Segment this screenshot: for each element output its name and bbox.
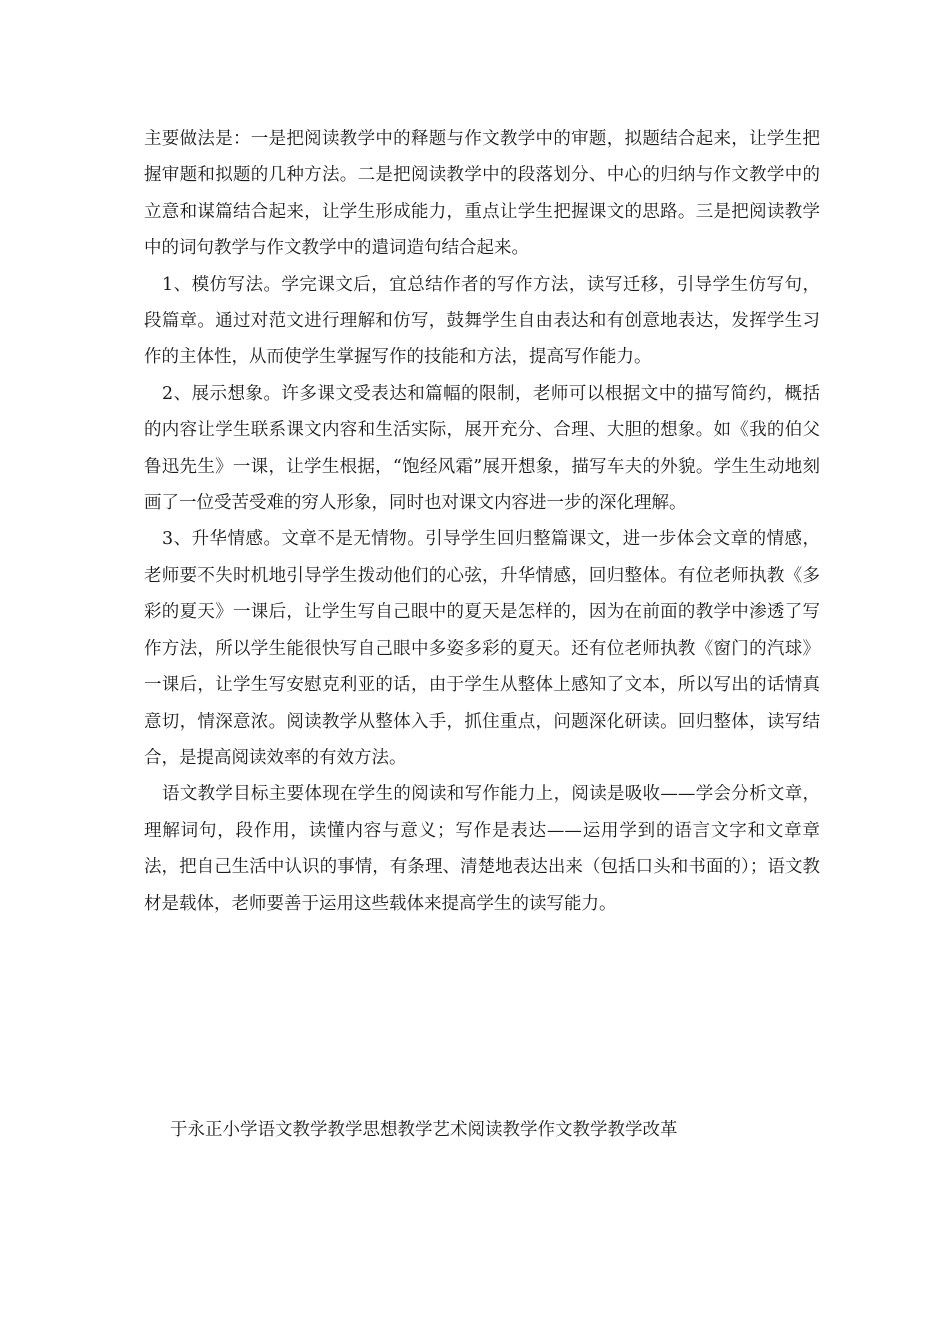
keywords-line: 于永正小学语文教学教学思想教学艺术阅读教学作文教学教学改革 (170, 1120, 678, 1140)
paragraph-methods: 主要做法是：一是把阅读教学中的释题与作文教学中的审题，拟题结合起来，让学生把握审题和拟题的几种方法。二是把阅读教学中的段落划分、中心的归纳与作文教学中的立意和谋篇结合起来，让学生形成能力，重点让学生把握课文的思路。三是把阅读教学中的词句教学与作文教学中的遣词造句结合起来。 (144, 129, 820, 259)
paragraph-goals: 语文教学目标主要体现在学生的阅读和写作能力上，阅读是吸收——学会分析文章，理解词句，段作用，读懂内容与意义；写作是表达——运用学到的语言文字和文章章法，把自己生活中认识的事情，有条理、清楚地表达出来（包括口头和书面的）；语文教材是载体，老师要善于运用这些载体来提高学生的读写能力。 (144, 784, 820, 914)
paragraph-imagination: 2、展示想象。许多课文受表达和篇幅的限制，老师可以根据文中的描写简约，概括的内容让学生联系课文内容和生活实际，展开充分、合理、大胆的想象。如《我的伯父鲁迅先生》一课，让学生根据，“饱经风霜”展开想象，描写车夫的外貌。学生生动地刻画了一位受苦受难的穷人形象，同时也对课文内容进一步的深化理解。 (144, 383, 820, 514)
paragraph-imitation: 1、模仿写法。学完课文后，宜总结作者的写作方法，读写迁移，引导学生仿写句，段篇章。通过对范文进行理解和仿写，鼓舞学生自由表达和有创意地表达，发挥学生习作的主体性，从而使学生掌握写作的技能和方法，提高写作能力。 (144, 274, 820, 368)
body-text (144, 121, 820, 922)
paragraph-emotion: 3、升华情感。文章不是无情物。引导学生回归整篇课文，进一步体会文章的情感，老师要不失时机地引导学生拨动他们的心弦，升华情感，回归整体。有位老师执教《多彩的夏天》一课后，让学生写自己眼中的夏天是怎样的，因为在前面的教学中渗透了写作方法，所以学生能很快写自己眼中多姿多彩的夏天。还有位老师执教《窗门的汽球》一课后，让学生写安慰克利亚的话，由于学生从整体上感知了文本，所以写出的话情真意切，情深意浓。阅读教学从整体入手，抓住重点，问题深化研读。回归整体，读写结合，是提高阅读效率的有效方法。 (144, 529, 820, 768)
